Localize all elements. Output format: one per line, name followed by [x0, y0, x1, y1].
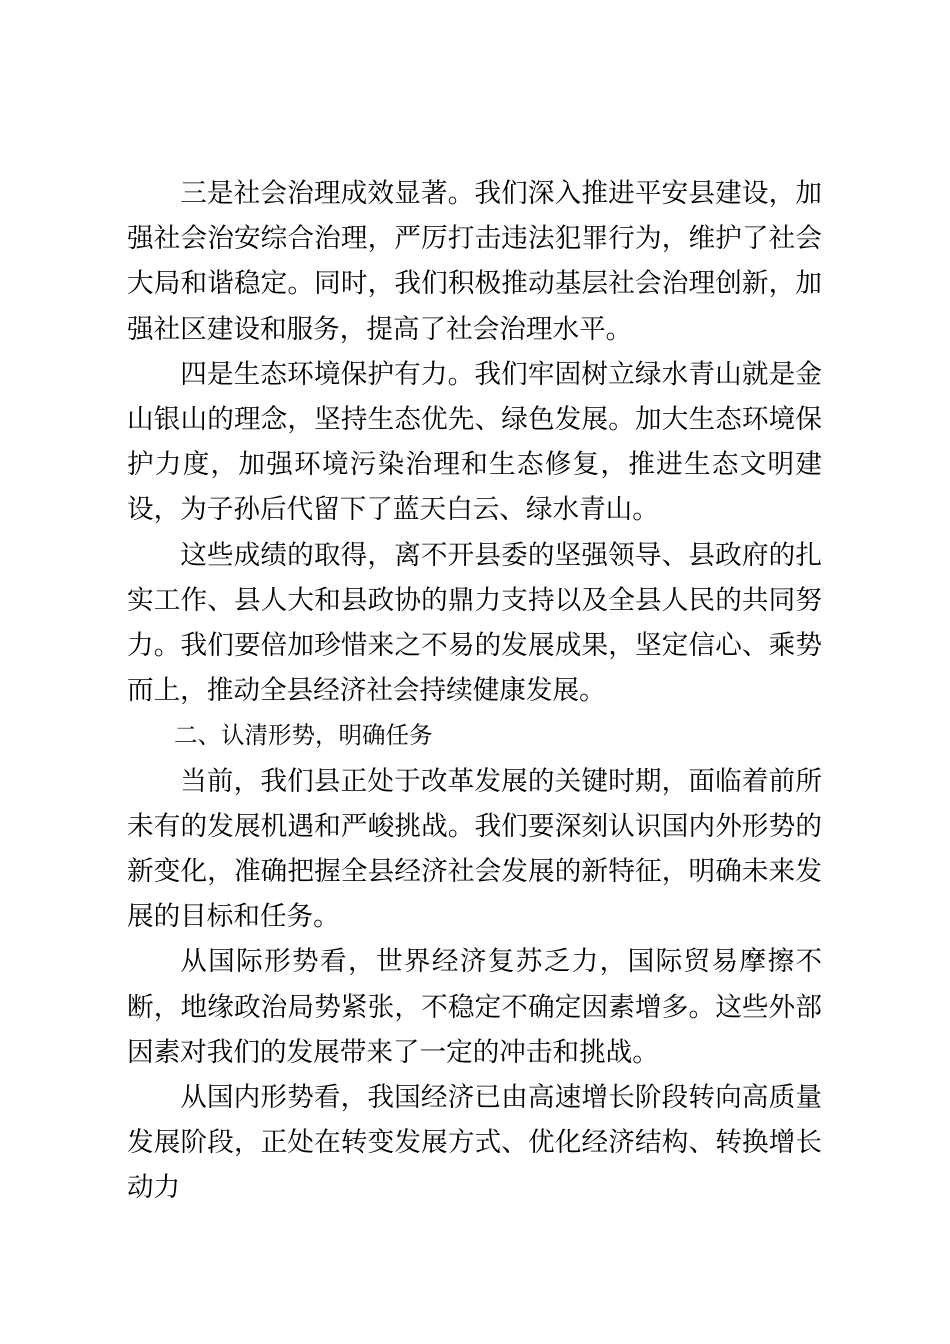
- paragraph-social-governance: 三是社会治理成效显著。我们深入推进平安县建设，加强社会治安综合治理，严厉打击违法犯罪行为，维护了社会大局和谐稳定。同时，我们积极推动基层社会治理创新，加强社区建设和服务，提高了社会治理水平。: [127, 178, 822, 345]
- paragraph-domestic-situation: 从国内形势看，我国经济已由高速增长阶段转向高质量发展阶段，正处在转变发展方式、优化经济结构、转换增长动力: [127, 1082, 822, 1204]
- paragraph-international-situation: 从国际形势看，世界经济复苏乏力，国际贸易摩擦不断，地缘政治局势紧张，不稳定不确定因素增多。这些外部因素对我们的发展带来了一定的冲击和挑战。: [127, 946, 822, 1068]
- paragraph-achievements-summary: 这些成绩的取得，离不开县委的坚强领导、县政府的扎实工作、县人大和县政协的鼎力支持以及全县人民的共同努力。我们要倍加珍惜来之不易的发展成果，坚定信心、乘势而上，推动全县经济社会持续健康发展。: [127, 539, 822, 707]
- section-heading: 二、认清形势，明确任务: [174, 721, 433, 750]
- paragraph-ecological-protection: 四是生态环境保护有力。我们牢固树立绿水青山就是金山银山的理念，坚持生态优先、绿色发展。加大生态环境保护力度，加强环境污染治理和生态修复，推进生态文明建设，为子孙后代留下了蓝天白云、绿水青山。: [127, 358, 822, 526]
- paragraph-current-situation: 当前，我们县正处于改革发展的关键时期，面临着前所未有的发展机遇和严峻挑战。我们要深刻认识国内外形势的新变化，准确把握全县经济社会发展的新特征，明确未来发展的目标和任务。: [127, 765, 822, 933]
- document-body: [127, 171, 822, 1211]
